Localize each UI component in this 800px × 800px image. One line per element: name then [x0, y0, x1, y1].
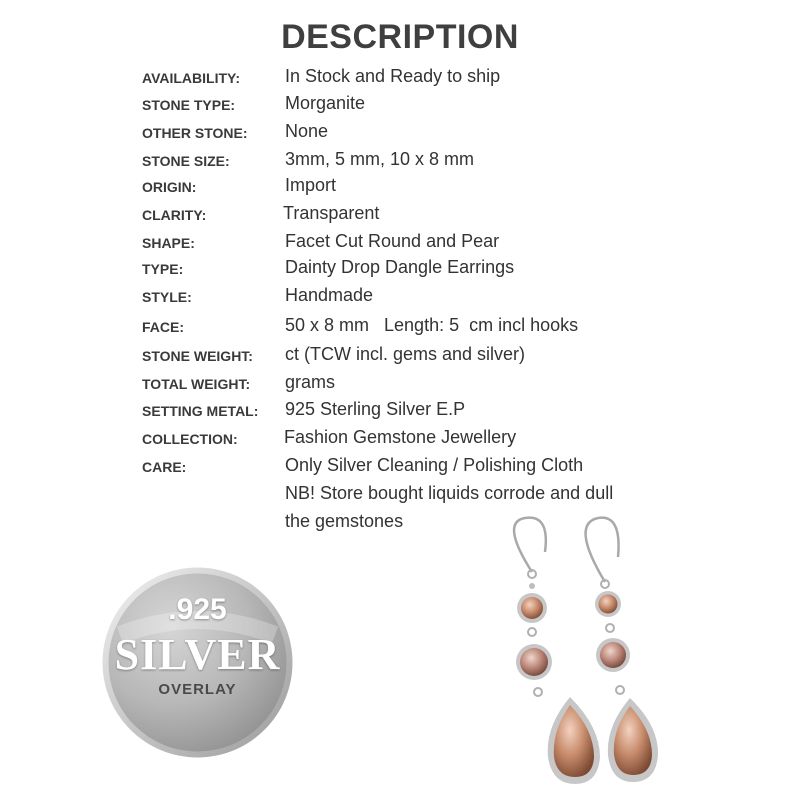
spec-value: Dainty Drop Dangle Earrings [285, 257, 515, 277]
badge-subtitle: OVERLAY [158, 681, 237, 698]
spec-label: TOTAL WEIGHT: [142, 376, 251, 392]
silver-overlay-badge [100, 565, 295, 760]
spec-label: STYLE: [142, 289, 192, 305]
spec-label: STONE WEIGHT: [142, 348, 253, 364]
spec-value: ct (TCW incl. gems and silver) [285, 344, 526, 364]
spec-label: COLLECTION: [142, 431, 238, 447]
badge-word: SILVER [114, 630, 281, 679]
spec-value: Only Silver Cleaning / Polishing Cloth [285, 455, 584, 475]
spec-value: Facet Cut Round and Pear [285, 231, 500, 251]
spec-label: SETTING METAL: [142, 403, 259, 419]
care-note-line: NB! Store bought liquids corrode and dull [285, 483, 614, 503]
spec-label: STONE TYPE: [142, 97, 236, 113]
spec-value: Transparent [283, 203, 380, 223]
spec-label: CARE: [142, 459, 187, 475]
spec-value: Fashion Gemstone Jewellery [284, 427, 517, 447]
earrings-photo-icon [470, 512, 670, 792]
badge-number: .925 [168, 593, 227, 626]
spec-value: Import [285, 175, 337, 195]
care-note-line: the gemstones [285, 511, 404, 531]
spec-value: grams [285, 372, 336, 392]
spec-label: STONE SIZE: [142, 153, 230, 169]
spec-value: Morganite [285, 93, 366, 113]
spec-value: 3mm, 5 mm, 10 x 8 mm [285, 149, 475, 169]
spec-label: ORIGIN: [142, 179, 197, 195]
spec-label: CLARITY: [142, 207, 207, 223]
spec-value: None [285, 121, 329, 141]
spec-label: FACE: [142, 319, 184, 335]
page-title: DESCRIPTION [281, 18, 519, 56]
spec-label: TYPE: [142, 261, 184, 277]
spec-value: Handmade [285, 285, 374, 305]
spec-label: OTHER STONE: [142, 125, 248, 141]
spec-value: 925 Sterling Silver E.P [285, 399, 466, 419]
spec-label: SHAPE: [142, 235, 195, 251]
spec-value: 50 x 8 mm Length: 5 cm incl hooks [285, 315, 579, 335]
spec-label: AVAILABILITY: [142, 70, 240, 86]
spec-value: In Stock and Ready to ship [285, 66, 501, 86]
